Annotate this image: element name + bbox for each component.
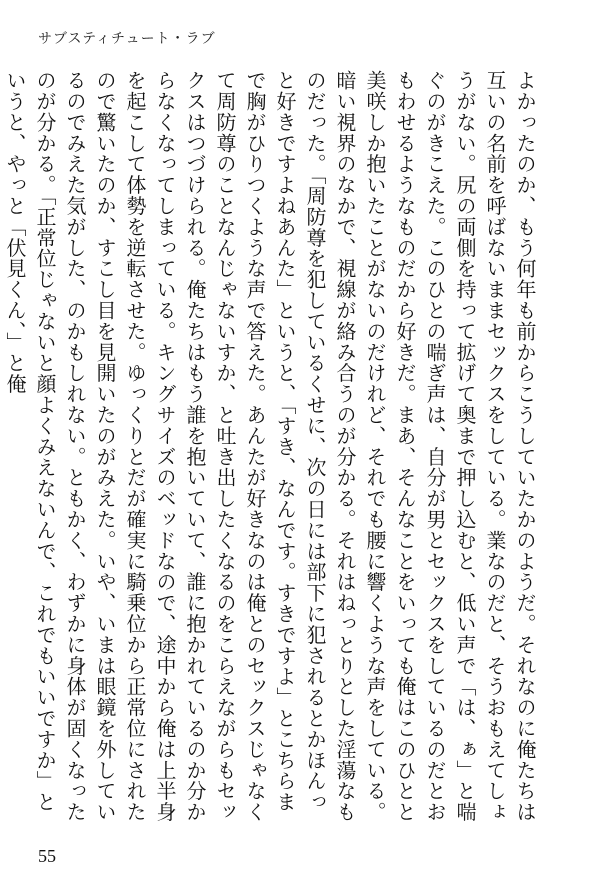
page-number: 55	[38, 846, 56, 866]
body-text	[3, 70, 540, 830]
running-head: サブスティチュート・ラブ	[38, 31, 216, 47]
body-paragraph: よかったのか、もう何年も前からこうしていたかのようだ。それなのに俺たちは互いの名前を呼ばないままセックスをしている。業なのだと、そうおもえてしょうがない。尻の両側を持って拡げて奥まで押し込むと、低い声で「は、ぁ」と喘ぐのがきこえた。このひとの喘ぎ声は、自分が男とセックスをしているのだとおもわせるようなものだから好きだ。まあ、そんなことをいっても俺はこのひとと美咲しか抱いたことがないのだけれど、それでも腰に響くような声をしている。暗い視界のなかで、視線が絡み合うのが分かる。それはねっとりとした淫蕩なものだった。「周防尊を犯しているくせに、次の日には部下に犯されるとかほんっと好きですよねあんた」というと、「すき、なんです。すきですよ」とこちらまで胸がひりつくような声で答えた。あんたが好きなのは俺とのセックスじゃなくて周防尊のことなんじゃないすか、と吐き出したくなるのをこらえながらもセックスはつづけられる。俺たちはもう誰を抱いていて、誰に抱かれているのか分からなくなってしまっている。キングサイズのベッドなので、途中から俺は上半身を起こして体勢を逆転させた。ゆっくりとだが確実に騎乗位から正常位にされたので驚いたのか、すこし目を見開いたのがみえた。いや、いまは眼鏡を外しているのでみえた気がした、のかもしれない。ともかく、わずかに身体が固くなったのが分かる。「正常位じゃないと顔よくみえないんで、これでもいいですか」というと、やっと「伏見くん、」と俺	[3, 70, 537, 823]
